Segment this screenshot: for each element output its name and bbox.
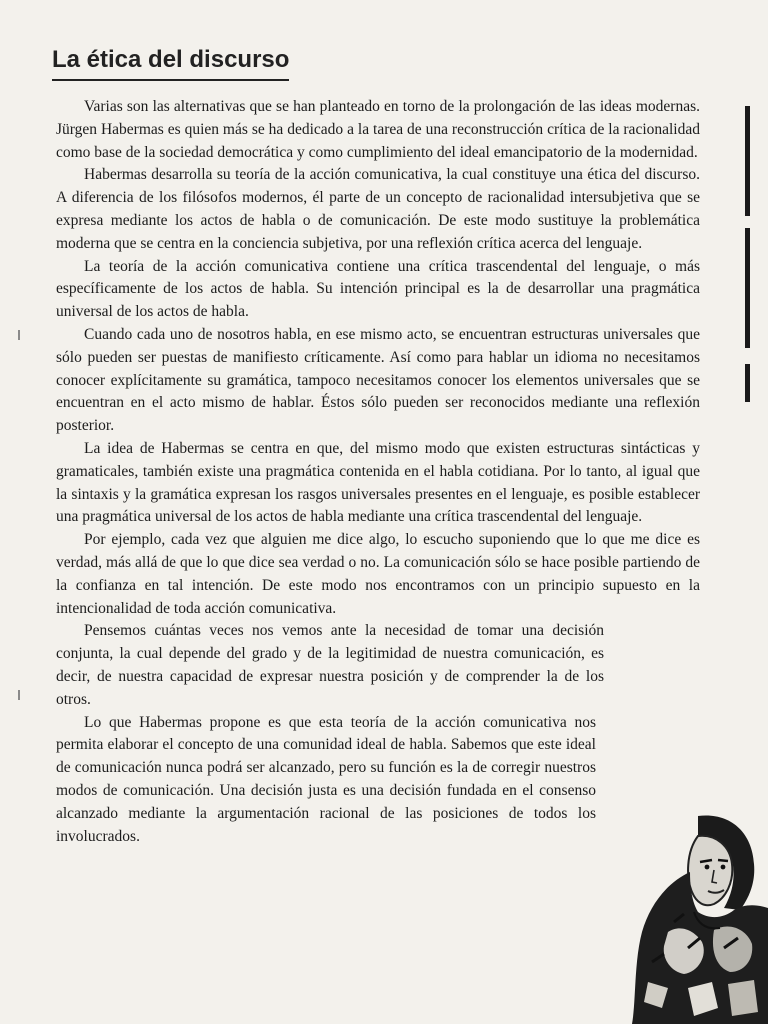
edge-mark — [745, 106, 750, 216]
binding-mark — [18, 330, 20, 340]
paragraph-7: Pensemos cuántas veces nos vemos ante la necesidad de tomar una decisión conjunta, la cual depende del grado y de la legitimidad de nuestra comunicación, es decir, de nuestra capacidad de expresar nuestra posición y de comprender la de los otros. — [56, 622, 604, 708]
paragraph-2: Habermas desarrolla su teoría de la acción comunicativa, la cual constituye una ética del discurso. A diferencia de los filósofos modernos, él parte de un concepto de racionalidad intersubjetiva que se expresa mediante los actos de habla o de comunicación. De este modo sustituye la problemática moderna que se centra en la conciencia subjetiva, por una reflexión crítica acerca del lenguaje. — [56, 166, 700, 252]
woman-portrait-illustration — [628, 812, 768, 1024]
paragraph-5: La idea de Habermas se centra en que, del mismo modo que existen estructuras sintácticas y gramaticales, también existe una pragmática contenida en el habla cotidiana. Por lo tanto, al igual que la sintaxis y la gramática expresan los rasgos universales presentes en el lenguaje, es posible establecer una pragmática universal de los actos de habla mediante una crítica trascendental del lenguaje. — [56, 439, 700, 526]
paragraph-1: Varias son las alternativas que se han planteado en torno de la prolongación de las ideas modernas. Jürgen Habermas es quien más se ha dedicado a la tarea de una reconstrucción crítica de la racionalidad como base de la sociedad democrática y como cumplimiento del ideal emancipatorio de la modernidad. — [56, 98, 700, 161]
paragraph-3: La teoría de la acción comunicativa contiene una crítica trascendental del lenguaje, o más específicamente de los actos de habla. Su intención principal es la de desarrollar una pragmática universal de los actos de habla. — [56, 257, 700, 321]
paragraph-4: Cuando cada uno de nosotros habla, en ese mismo acto, se encuentran estructuras universales que sólo pueden ser puestas de manifiesto críticamente. Así como para hablar un idioma no necesitamos conocer explícitamente su gramática, tampoco necesitamos conocer los elementos universales que se encuentran en el acto mismo de hablar. Éstos sólo pueden ser reconocidos mediante una reflexión posterior. — [56, 325, 700, 435]
paragraph-8: Lo que Habermas propone es que esta teoría de la acción comunicativa nos permita elaborar el concepto de una comunidad ideal de habla. Sabemos que este ideal de comunicación nunca podrá ser alcanzado, pero su función es la de corregir nuestros modos de comunicación. Una decisión justa es una decisión fundada en el consenso alcanzado mediante la argumentación racional de las posiciones de todos los involucrados. — [56, 713, 596, 845]
body-text — [56, 96, 700, 848]
page-title: La ética del discurso — [52, 46, 289, 81]
edge-mark — [745, 364, 750, 402]
paragraph-6: Por ejemplo, cada vez que alguien me dice algo, lo escucho suponiendo que lo que me dice es verdad, más allá de que lo que dice sea verdad o no. La comunicación sólo se hace posible partiendo de la confianza en tal intención. De este modo nos encontramos con un principio supuesto en la intencionalidad de toda acción comunicativa. — [56, 531, 700, 617]
edge-mark — [745, 228, 750, 348]
binding-mark — [18, 690, 20, 700]
